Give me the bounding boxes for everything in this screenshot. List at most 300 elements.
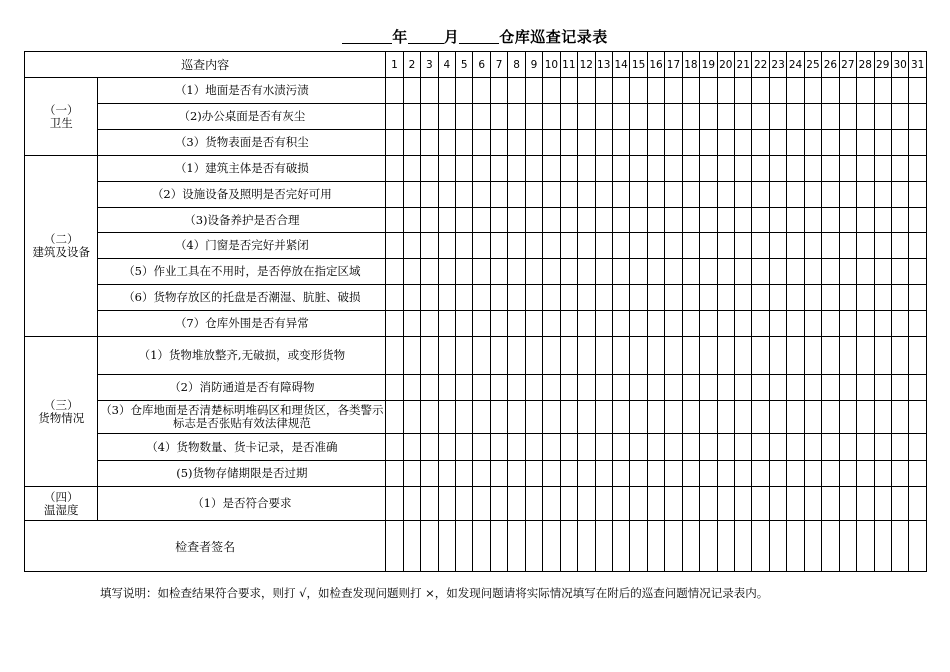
item-2-1-day-26-cell[interactable] bbox=[822, 156, 839, 182]
item-2-7-day-6-cell[interactable] bbox=[473, 311, 490, 337]
item-3-5-day-25-cell[interactable] bbox=[804, 461, 821, 487]
item-2-6-day-31-cell[interactable] bbox=[909, 285, 927, 311]
item-2-1-day-7-cell[interactable] bbox=[490, 156, 507, 182]
item-3-5-day-12-cell[interactable] bbox=[578, 461, 595, 487]
item-3-4-day-20-cell[interactable] bbox=[717, 434, 734, 461]
item-2-4-day-15-cell[interactable] bbox=[630, 233, 647, 259]
item-2-6-day-5-cell[interactable] bbox=[456, 285, 473, 311]
item-2-7-day-12-cell[interactable] bbox=[578, 311, 595, 337]
item-2-1-day-20-cell[interactable] bbox=[717, 156, 734, 182]
item-3-4-day-4-cell[interactable] bbox=[438, 434, 455, 461]
item-1-2-day-2-cell[interactable] bbox=[403, 104, 420, 130]
item-2-5-day-25-cell[interactable] bbox=[804, 259, 821, 285]
item-3-4-day-15-cell[interactable] bbox=[630, 434, 647, 461]
item-3-3-day-23-cell[interactable] bbox=[769, 401, 786, 434]
item-3-3-day-13-cell[interactable] bbox=[595, 401, 612, 434]
item-3-3-day-18-cell[interactable] bbox=[682, 401, 699, 434]
item-4-1-day-2-cell[interactable] bbox=[403, 487, 420, 521]
item-1-3-day-27-cell[interactable] bbox=[839, 130, 856, 156]
item-2-7-day-7-cell[interactable] bbox=[490, 311, 507, 337]
item-2-7-day-22-cell[interactable] bbox=[752, 311, 769, 337]
item-3-4-day-5-cell[interactable] bbox=[456, 434, 473, 461]
item-1-1-day-20-cell[interactable] bbox=[717, 78, 734, 104]
item-1-1-day-21-cell[interactable] bbox=[735, 78, 752, 104]
item-3-4-day-12-cell[interactable] bbox=[578, 434, 595, 461]
item-2-2-day-22-cell[interactable] bbox=[752, 182, 769, 208]
month-blank[interactable] bbox=[408, 28, 444, 44]
item-3-1-day-1-cell[interactable] bbox=[386, 337, 403, 375]
item-2-6-day-19-cell[interactable] bbox=[700, 285, 717, 311]
item-2-3-day-6-cell[interactable] bbox=[473, 208, 490, 233]
item-2-2-day-23-cell[interactable] bbox=[769, 182, 786, 208]
item-3-3-day-3-cell[interactable] bbox=[421, 401, 438, 434]
item-1-3-day-29-cell[interactable] bbox=[874, 130, 891, 156]
item-4-1-day-30-cell[interactable] bbox=[891, 487, 908, 521]
item-2-5-day-20-cell[interactable] bbox=[717, 259, 734, 285]
item-3-3-day-26-cell[interactable] bbox=[822, 401, 839, 434]
item-2-2-day-21-cell[interactable] bbox=[735, 182, 752, 208]
item-2-3-day-19-cell[interactable] bbox=[700, 208, 717, 233]
item-2-2-day-19-cell[interactable] bbox=[700, 182, 717, 208]
signature-day-25-cell[interactable] bbox=[804, 521, 821, 572]
item-2-7-day-17-cell[interactable] bbox=[665, 311, 682, 337]
item-3-2-day-3-cell[interactable] bbox=[421, 375, 438, 401]
item-3-2-day-8-cell[interactable] bbox=[508, 375, 525, 401]
item-3-5-day-23-cell[interactable] bbox=[769, 461, 786, 487]
item-2-5-day-28-cell[interactable] bbox=[857, 259, 874, 285]
item-1-1-day-8-cell[interactable] bbox=[508, 78, 525, 104]
item-3-1-day-14-cell[interactable] bbox=[612, 337, 629, 375]
signature-day-31-cell[interactable] bbox=[909, 521, 927, 572]
item-1-3-day-18-cell[interactable] bbox=[682, 130, 699, 156]
item-3-4-day-23-cell[interactable] bbox=[769, 434, 786, 461]
item-1-2-day-27-cell[interactable] bbox=[839, 104, 856, 130]
item-2-2-day-3-cell[interactable] bbox=[421, 182, 438, 208]
item-4-1-day-29-cell[interactable] bbox=[874, 487, 891, 521]
item-1-1-day-4-cell[interactable] bbox=[438, 78, 455, 104]
year-blank[interactable] bbox=[342, 28, 392, 44]
item-2-1-day-19-cell[interactable] bbox=[700, 156, 717, 182]
item-2-1-day-8-cell[interactable] bbox=[508, 156, 525, 182]
item-1-3-day-8-cell[interactable] bbox=[508, 130, 525, 156]
item-3-1-day-5-cell[interactable] bbox=[456, 337, 473, 375]
item-3-1-day-6-cell[interactable] bbox=[473, 337, 490, 375]
item-3-1-day-11-cell[interactable] bbox=[560, 337, 577, 375]
item-1-1-day-26-cell[interactable] bbox=[822, 78, 839, 104]
item-3-1-day-10-cell[interactable] bbox=[543, 337, 560, 375]
item-3-4-day-26-cell[interactable] bbox=[822, 434, 839, 461]
item-2-6-day-6-cell[interactable] bbox=[473, 285, 490, 311]
item-2-7-day-27-cell[interactable] bbox=[839, 311, 856, 337]
item-3-5-day-4-cell[interactable] bbox=[438, 461, 455, 487]
item-2-5-day-29-cell[interactable] bbox=[874, 259, 891, 285]
item-2-6-day-8-cell[interactable] bbox=[508, 285, 525, 311]
item-2-1-day-28-cell[interactable] bbox=[857, 156, 874, 182]
item-2-4-day-17-cell[interactable] bbox=[665, 233, 682, 259]
item-3-4-day-21-cell[interactable] bbox=[735, 434, 752, 461]
signature-day-22-cell[interactable] bbox=[752, 521, 769, 572]
item-3-3-day-22-cell[interactable] bbox=[752, 401, 769, 434]
item-3-3-day-11-cell[interactable] bbox=[560, 401, 577, 434]
item-2-1-day-16-cell[interactable] bbox=[647, 156, 664, 182]
item-2-5-day-22-cell[interactable] bbox=[752, 259, 769, 285]
item-2-1-day-6-cell[interactable] bbox=[473, 156, 490, 182]
item-1-2-day-31-cell[interactable] bbox=[909, 104, 927, 130]
item-3-4-day-6-cell[interactable] bbox=[473, 434, 490, 461]
item-2-5-day-7-cell[interactable] bbox=[490, 259, 507, 285]
item-3-4-day-22-cell[interactable] bbox=[752, 434, 769, 461]
item-3-2-day-25-cell[interactable] bbox=[804, 375, 821, 401]
item-4-1-day-25-cell[interactable] bbox=[804, 487, 821, 521]
item-2-7-day-29-cell[interactable] bbox=[874, 311, 891, 337]
item-3-2-day-7-cell[interactable] bbox=[490, 375, 507, 401]
item-4-1-day-6-cell[interactable] bbox=[473, 487, 490, 521]
item-3-5-day-21-cell[interactable] bbox=[735, 461, 752, 487]
item-1-2-day-29-cell[interactable] bbox=[874, 104, 891, 130]
item-3-2-day-19-cell[interactable] bbox=[700, 375, 717, 401]
item-3-2-day-11-cell[interactable] bbox=[560, 375, 577, 401]
item-1-3-day-2-cell[interactable] bbox=[403, 130, 420, 156]
item-2-7-day-3-cell[interactable] bbox=[421, 311, 438, 337]
item-1-1-day-3-cell[interactable] bbox=[421, 78, 438, 104]
item-2-6-day-25-cell[interactable] bbox=[804, 285, 821, 311]
item-1-2-day-24-cell[interactable] bbox=[787, 104, 804, 130]
item-2-3-day-25-cell[interactable] bbox=[804, 208, 821, 233]
item-3-5-day-13-cell[interactable] bbox=[595, 461, 612, 487]
item-3-5-day-15-cell[interactable] bbox=[630, 461, 647, 487]
item-1-3-day-12-cell[interactable] bbox=[578, 130, 595, 156]
signature-day-7-cell[interactable] bbox=[490, 521, 507, 572]
item-3-3-day-16-cell[interactable] bbox=[647, 401, 664, 434]
item-1-2-day-6-cell[interactable] bbox=[473, 104, 490, 130]
item-2-4-day-26-cell[interactable] bbox=[822, 233, 839, 259]
item-2-5-day-12-cell[interactable] bbox=[578, 259, 595, 285]
item-4-1-day-12-cell[interactable] bbox=[578, 487, 595, 521]
item-2-2-day-5-cell[interactable] bbox=[456, 182, 473, 208]
item-3-5-day-11-cell[interactable] bbox=[560, 461, 577, 487]
item-2-4-day-20-cell[interactable] bbox=[717, 233, 734, 259]
signature-day-4-cell[interactable] bbox=[438, 521, 455, 572]
item-3-4-day-27-cell[interactable] bbox=[839, 434, 856, 461]
item-2-4-day-31-cell[interactable] bbox=[909, 233, 927, 259]
item-3-3-day-24-cell[interactable] bbox=[787, 401, 804, 434]
item-2-7-day-25-cell[interactable] bbox=[804, 311, 821, 337]
item-4-1-day-22-cell[interactable] bbox=[752, 487, 769, 521]
item-2-5-day-27-cell[interactable] bbox=[839, 259, 856, 285]
item-4-1-day-17-cell[interactable] bbox=[665, 487, 682, 521]
item-3-2-day-21-cell[interactable] bbox=[735, 375, 752, 401]
item-3-1-day-23-cell[interactable] bbox=[769, 337, 786, 375]
item-2-3-day-8-cell[interactable] bbox=[508, 208, 525, 233]
item-3-5-day-10-cell[interactable] bbox=[543, 461, 560, 487]
item-4-1-day-23-cell[interactable] bbox=[769, 487, 786, 521]
item-2-1-day-18-cell[interactable] bbox=[682, 156, 699, 182]
item-2-1-day-14-cell[interactable] bbox=[612, 156, 629, 182]
item-1-1-day-18-cell[interactable] bbox=[682, 78, 699, 104]
item-1-1-day-1-cell[interactable] bbox=[386, 78, 403, 104]
item-2-7-day-16-cell[interactable] bbox=[647, 311, 664, 337]
item-2-6-day-20-cell[interactable] bbox=[717, 285, 734, 311]
signature-day-19-cell[interactable] bbox=[700, 521, 717, 572]
item-2-6-day-9-cell[interactable] bbox=[525, 285, 542, 311]
item-1-3-day-24-cell[interactable] bbox=[787, 130, 804, 156]
item-4-1-day-4-cell[interactable] bbox=[438, 487, 455, 521]
item-2-5-day-6-cell[interactable] bbox=[473, 259, 490, 285]
item-2-7-day-10-cell[interactable] bbox=[543, 311, 560, 337]
item-4-1-day-3-cell[interactable] bbox=[421, 487, 438, 521]
item-2-3-day-17-cell[interactable] bbox=[665, 208, 682, 233]
item-1-2-day-15-cell[interactable] bbox=[630, 104, 647, 130]
item-2-5-day-16-cell[interactable] bbox=[647, 259, 664, 285]
item-3-1-day-17-cell[interactable] bbox=[665, 337, 682, 375]
item-1-3-day-9-cell[interactable] bbox=[525, 130, 542, 156]
item-1-3-day-15-cell[interactable] bbox=[630, 130, 647, 156]
item-2-7-day-20-cell[interactable] bbox=[717, 311, 734, 337]
item-3-4-day-19-cell[interactable] bbox=[700, 434, 717, 461]
item-2-2-day-27-cell[interactable] bbox=[839, 182, 856, 208]
item-2-7-day-8-cell[interactable] bbox=[508, 311, 525, 337]
item-2-3-day-9-cell[interactable] bbox=[525, 208, 542, 233]
item-3-2-day-1-cell[interactable] bbox=[386, 375, 403, 401]
item-3-3-day-28-cell[interactable] bbox=[857, 401, 874, 434]
item-2-5-day-23-cell[interactable] bbox=[769, 259, 786, 285]
item-3-4-day-13-cell[interactable] bbox=[595, 434, 612, 461]
item-2-2-day-1-cell[interactable] bbox=[386, 182, 403, 208]
item-2-2-day-2-cell[interactable] bbox=[403, 182, 420, 208]
item-4-1-day-14-cell[interactable] bbox=[612, 487, 629, 521]
item-2-6-day-29-cell[interactable] bbox=[874, 285, 891, 311]
signature-day-10-cell[interactable] bbox=[543, 521, 560, 572]
item-2-5-day-5-cell[interactable] bbox=[456, 259, 473, 285]
item-2-6-day-26-cell[interactable] bbox=[822, 285, 839, 311]
item-3-3-day-27-cell[interactable] bbox=[839, 401, 856, 434]
name-blank[interactable] bbox=[459, 28, 499, 44]
item-3-5-day-24-cell[interactable] bbox=[787, 461, 804, 487]
item-1-1-day-22-cell[interactable] bbox=[752, 78, 769, 104]
item-1-1-day-17-cell[interactable] bbox=[665, 78, 682, 104]
signature-day-6-cell[interactable] bbox=[473, 521, 490, 572]
item-4-1-day-31-cell[interactable] bbox=[909, 487, 927, 521]
item-2-4-day-10-cell[interactable] bbox=[543, 233, 560, 259]
item-4-1-day-13-cell[interactable] bbox=[595, 487, 612, 521]
item-2-2-day-15-cell[interactable] bbox=[630, 182, 647, 208]
item-3-5-day-20-cell[interactable] bbox=[717, 461, 734, 487]
item-2-7-day-26-cell[interactable] bbox=[822, 311, 839, 337]
item-1-2-day-3-cell[interactable] bbox=[421, 104, 438, 130]
item-3-5-day-7-cell[interactable] bbox=[490, 461, 507, 487]
item-3-2-day-15-cell[interactable] bbox=[630, 375, 647, 401]
item-1-3-day-25-cell[interactable] bbox=[804, 130, 821, 156]
item-2-6-day-27-cell[interactable] bbox=[839, 285, 856, 311]
item-2-6-day-14-cell[interactable] bbox=[612, 285, 629, 311]
item-1-1-day-23-cell[interactable] bbox=[769, 78, 786, 104]
item-3-5-day-22-cell[interactable] bbox=[752, 461, 769, 487]
item-3-4-day-7-cell[interactable] bbox=[490, 434, 507, 461]
item-2-4-day-30-cell[interactable] bbox=[891, 233, 908, 259]
item-1-3-day-31-cell[interactable] bbox=[909, 130, 927, 156]
item-4-1-day-26-cell[interactable] bbox=[822, 487, 839, 521]
item-2-6-day-24-cell[interactable] bbox=[787, 285, 804, 311]
item-2-1-day-12-cell[interactable] bbox=[578, 156, 595, 182]
item-4-1-day-10-cell[interactable] bbox=[543, 487, 560, 521]
item-4-1-day-5-cell[interactable] bbox=[456, 487, 473, 521]
item-1-3-day-23-cell[interactable] bbox=[769, 130, 786, 156]
item-2-4-day-21-cell[interactable] bbox=[735, 233, 752, 259]
item-2-1-day-21-cell[interactable] bbox=[735, 156, 752, 182]
item-1-3-day-7-cell[interactable] bbox=[490, 130, 507, 156]
item-3-3-day-1-cell[interactable] bbox=[386, 401, 403, 434]
item-2-7-day-13-cell[interactable] bbox=[595, 311, 612, 337]
item-3-2-day-29-cell[interactable] bbox=[874, 375, 891, 401]
item-3-1-day-21-cell[interactable] bbox=[735, 337, 752, 375]
item-2-4-day-8-cell[interactable] bbox=[508, 233, 525, 259]
item-2-2-day-25-cell[interactable] bbox=[804, 182, 821, 208]
item-4-1-day-9-cell[interactable] bbox=[525, 487, 542, 521]
item-3-1-day-30-cell[interactable] bbox=[891, 337, 908, 375]
item-2-4-day-19-cell[interactable] bbox=[700, 233, 717, 259]
item-3-3-day-7-cell[interactable] bbox=[490, 401, 507, 434]
item-3-3-day-29-cell[interactable] bbox=[874, 401, 891, 434]
item-3-5-day-6-cell[interactable] bbox=[473, 461, 490, 487]
item-1-1-day-19-cell[interactable] bbox=[700, 78, 717, 104]
signature-day-24-cell[interactable] bbox=[787, 521, 804, 572]
signature-day-18-cell[interactable] bbox=[682, 521, 699, 572]
item-2-2-day-24-cell[interactable] bbox=[787, 182, 804, 208]
item-3-5-day-2-cell[interactable] bbox=[403, 461, 420, 487]
item-1-1-day-6-cell[interactable] bbox=[473, 78, 490, 104]
item-2-4-day-4-cell[interactable] bbox=[438, 233, 455, 259]
item-2-4-day-3-cell[interactable] bbox=[421, 233, 438, 259]
item-2-6-day-2-cell[interactable] bbox=[403, 285, 420, 311]
item-1-3-day-14-cell[interactable] bbox=[612, 130, 629, 156]
item-2-5-day-26-cell[interactable] bbox=[822, 259, 839, 285]
item-2-4-day-23-cell[interactable] bbox=[769, 233, 786, 259]
item-2-5-day-4-cell[interactable] bbox=[438, 259, 455, 285]
item-2-2-day-28-cell[interactable] bbox=[857, 182, 874, 208]
item-3-4-day-29-cell[interactable] bbox=[874, 434, 891, 461]
item-2-6-day-12-cell[interactable] bbox=[578, 285, 595, 311]
item-3-5-day-1-cell[interactable] bbox=[386, 461, 403, 487]
item-3-2-day-24-cell[interactable] bbox=[787, 375, 804, 401]
signature-day-16-cell[interactable] bbox=[647, 521, 664, 572]
item-3-5-day-17-cell[interactable] bbox=[665, 461, 682, 487]
item-3-3-day-17-cell[interactable] bbox=[665, 401, 682, 434]
item-1-2-day-18-cell[interactable] bbox=[682, 104, 699, 130]
item-3-3-day-25-cell[interactable] bbox=[804, 401, 821, 434]
item-3-4-day-11-cell[interactable] bbox=[560, 434, 577, 461]
item-2-4-day-27-cell[interactable] bbox=[839, 233, 856, 259]
item-1-3-day-3-cell[interactable] bbox=[421, 130, 438, 156]
item-1-3-day-5-cell[interactable] bbox=[456, 130, 473, 156]
item-2-7-day-28-cell[interactable] bbox=[857, 311, 874, 337]
signature-day-30-cell[interactable] bbox=[891, 521, 908, 572]
item-2-1-day-27-cell[interactable] bbox=[839, 156, 856, 182]
item-2-1-day-4-cell[interactable] bbox=[438, 156, 455, 182]
item-3-1-day-31-cell[interactable] bbox=[909, 337, 927, 375]
item-2-7-day-30-cell[interactable] bbox=[891, 311, 908, 337]
item-3-1-day-2-cell[interactable] bbox=[403, 337, 420, 375]
item-1-2-day-11-cell[interactable] bbox=[560, 104, 577, 130]
item-3-5-day-9-cell[interactable] bbox=[525, 461, 542, 487]
item-2-4-day-22-cell[interactable] bbox=[752, 233, 769, 259]
item-3-1-day-15-cell[interactable] bbox=[630, 337, 647, 375]
item-3-5-day-16-cell[interactable] bbox=[647, 461, 664, 487]
item-1-3-day-6-cell[interactable] bbox=[473, 130, 490, 156]
item-1-3-day-16-cell[interactable] bbox=[647, 130, 664, 156]
item-1-2-day-5-cell[interactable] bbox=[456, 104, 473, 130]
item-4-1-day-7-cell[interactable] bbox=[490, 487, 507, 521]
item-3-4-day-30-cell[interactable] bbox=[891, 434, 908, 461]
item-1-2-day-25-cell[interactable] bbox=[804, 104, 821, 130]
item-2-3-day-31-cell[interactable] bbox=[909, 208, 927, 233]
item-2-6-day-16-cell[interactable] bbox=[647, 285, 664, 311]
signature-day-15-cell[interactable] bbox=[630, 521, 647, 572]
item-3-1-day-27-cell[interactable] bbox=[839, 337, 856, 375]
item-2-3-day-21-cell[interactable] bbox=[735, 208, 752, 233]
item-1-2-day-23-cell[interactable] bbox=[769, 104, 786, 130]
item-1-2-day-4-cell[interactable] bbox=[438, 104, 455, 130]
item-2-7-day-5-cell[interactable] bbox=[456, 311, 473, 337]
item-1-2-day-16-cell[interactable] bbox=[647, 104, 664, 130]
item-1-2-day-1-cell[interactable] bbox=[386, 104, 403, 130]
item-4-1-day-20-cell[interactable] bbox=[717, 487, 734, 521]
item-3-2-day-16-cell[interactable] bbox=[647, 375, 664, 401]
item-3-2-day-22-cell[interactable] bbox=[752, 375, 769, 401]
item-2-7-day-14-cell[interactable] bbox=[612, 311, 629, 337]
item-4-1-day-24-cell[interactable] bbox=[787, 487, 804, 521]
signature-day-11-cell[interactable] bbox=[560, 521, 577, 572]
item-2-6-day-17-cell[interactable] bbox=[665, 285, 682, 311]
item-3-5-day-29-cell[interactable] bbox=[874, 461, 891, 487]
item-3-2-day-27-cell[interactable] bbox=[839, 375, 856, 401]
item-3-2-day-9-cell[interactable] bbox=[525, 375, 542, 401]
item-2-7-day-21-cell[interactable] bbox=[735, 311, 752, 337]
item-2-1-day-30-cell[interactable] bbox=[891, 156, 908, 182]
item-2-7-day-24-cell[interactable] bbox=[787, 311, 804, 337]
item-3-5-day-31-cell[interactable] bbox=[909, 461, 927, 487]
item-4-1-day-19-cell[interactable] bbox=[700, 487, 717, 521]
item-3-2-day-10-cell[interactable] bbox=[543, 375, 560, 401]
item-1-1-day-28-cell[interactable] bbox=[857, 78, 874, 104]
signature-day-17-cell[interactable] bbox=[665, 521, 682, 572]
item-3-3-day-12-cell[interactable] bbox=[578, 401, 595, 434]
item-3-3-day-8-cell[interactable] bbox=[508, 401, 525, 434]
item-2-6-day-28-cell[interactable] bbox=[857, 285, 874, 311]
signature-day-28-cell[interactable] bbox=[857, 521, 874, 572]
signature-day-13-cell[interactable] bbox=[595, 521, 612, 572]
item-2-3-day-28-cell[interactable] bbox=[857, 208, 874, 233]
item-2-3-day-26-cell[interactable] bbox=[822, 208, 839, 233]
item-1-1-day-14-cell[interactable] bbox=[612, 78, 629, 104]
item-2-1-day-23-cell[interactable] bbox=[769, 156, 786, 182]
signature-day-1-cell[interactable] bbox=[386, 521, 403, 572]
item-3-3-day-6-cell[interactable] bbox=[473, 401, 490, 434]
item-2-6-day-13-cell[interactable] bbox=[595, 285, 612, 311]
item-3-1-day-22-cell[interactable] bbox=[752, 337, 769, 375]
item-2-1-day-15-cell[interactable] bbox=[630, 156, 647, 182]
item-3-1-day-3-cell[interactable] bbox=[421, 337, 438, 375]
item-2-3-day-16-cell[interactable] bbox=[647, 208, 664, 233]
signature-day-5-cell[interactable] bbox=[456, 521, 473, 572]
item-2-1-day-9-cell[interactable] bbox=[525, 156, 542, 182]
signature-day-20-cell[interactable] bbox=[717, 521, 734, 572]
item-3-1-day-25-cell[interactable] bbox=[804, 337, 821, 375]
item-3-2-day-12-cell[interactable] bbox=[578, 375, 595, 401]
item-1-1-day-10-cell[interactable] bbox=[543, 78, 560, 104]
item-3-2-day-18-cell[interactable] bbox=[682, 375, 699, 401]
item-1-2-day-13-cell[interactable] bbox=[595, 104, 612, 130]
item-2-7-day-4-cell[interactable] bbox=[438, 311, 455, 337]
